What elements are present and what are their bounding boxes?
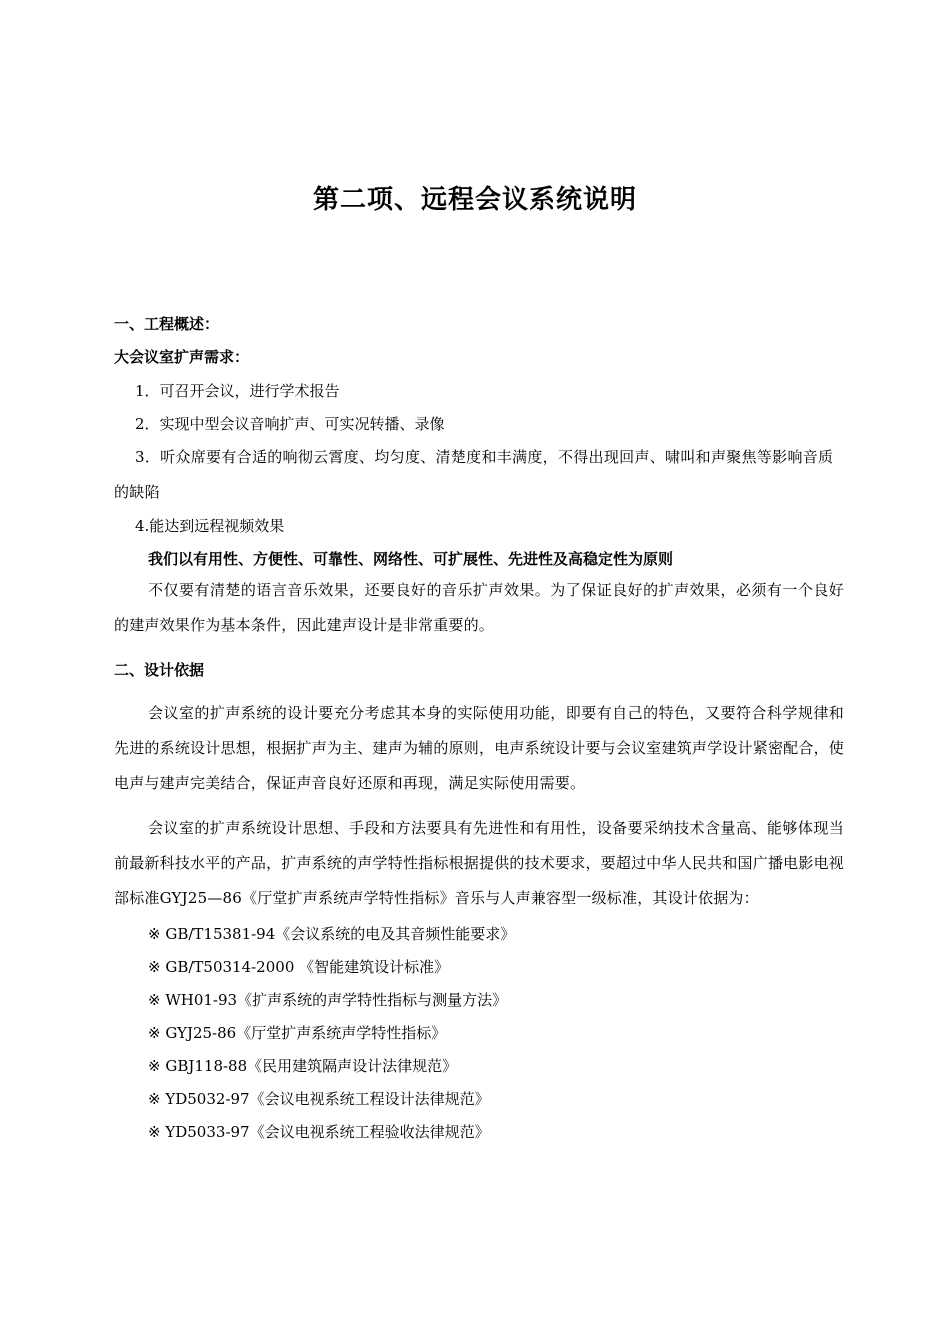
standard-item: ※ YD5033-97《会议电视系统工程验收法律规范》 xyxy=(148,1123,490,1141)
standard-item: ※ GYJ25-86《厅堂扩声系统声学特性指标》 xyxy=(148,1024,447,1042)
section2-paragraph-2: 会议室的扩声系统设计思想、手段和方法要具有先进性和有用性，设备要采纳技术含量高、能够体现当前最新科技水平的产品，扩声系统的声学特性指标根据提供的技术要求，要超过中华人民共和国广播电影电视部标准GYJ25—86《厅堂扩声系统声学特性指标》音乐与人声兼容型一级标准，其设计依据为： xyxy=(114,819,844,907)
section2-paragraph-1: 会议室的扩声系统的设计要充分考虑其本身的实际使用功能，即要有自己的特色，又要符合科学规律和先进的系统设计思想，根据扩声为主、建声为辅的原则，电声系统设计要与会议室建筑声学设计紧密配合，使电声与建声完美结合，保证声音良好还原和再现，满足实际使用需要。 xyxy=(114,704,844,792)
section1-heading: 一、工程概述： xyxy=(114,315,220,333)
requirement-item-4: 4.能达到远程视频效果 xyxy=(135,517,285,535)
standard-item: ※ GB/T15381-94《会议系统的电及其音频性能要求》 xyxy=(148,925,516,943)
standard-item: ※ WH01-93《扩声系统的声学特性指标与测量方法》 xyxy=(148,991,508,1009)
page-title: 第二项、远程会议系统说明 xyxy=(312,185,637,215)
section1-subheading: 大会议室扩声需求： xyxy=(114,348,250,366)
requirement-item-1: 1．可召开会议，进行学术报告 xyxy=(135,382,340,400)
standard-item: ※ GBJ118-88《民用建筑隔声设计法律规范》 xyxy=(148,1057,458,1075)
document-body xyxy=(114,314,844,1142)
standard-item: ※ GB/T50314-2000 《智能建筑设计标准》 xyxy=(148,958,450,976)
standard-item: ※ YD5032-97《会议电视系统工程设计法律规范》 xyxy=(148,1090,490,1108)
section2-heading: 二、设计依据 xyxy=(114,661,205,679)
section1-paragraph: 不仅要有清楚的语言音乐效果，还要良好的音乐扩声效果。为了保证良好的扩声效果，必须有一个良好的建声效果作为基本条件，因此建声设计是非常重要的。 xyxy=(114,581,844,634)
design-principle: 我们以有用性、方便性、可靠性、网络性、可扩展性、先进性及高稳定性为原则 xyxy=(148,550,674,568)
requirement-item-3: 3．听众席要有合适的响彻云霄度、均匀度、清楚度和丰满度，不得出现回声、啸叫和声聚焦等影响音质的缺陷 xyxy=(114,448,834,501)
requirement-item-2: 2．实现中型会议音响扩声、可实况转播、录像 xyxy=(135,415,445,433)
